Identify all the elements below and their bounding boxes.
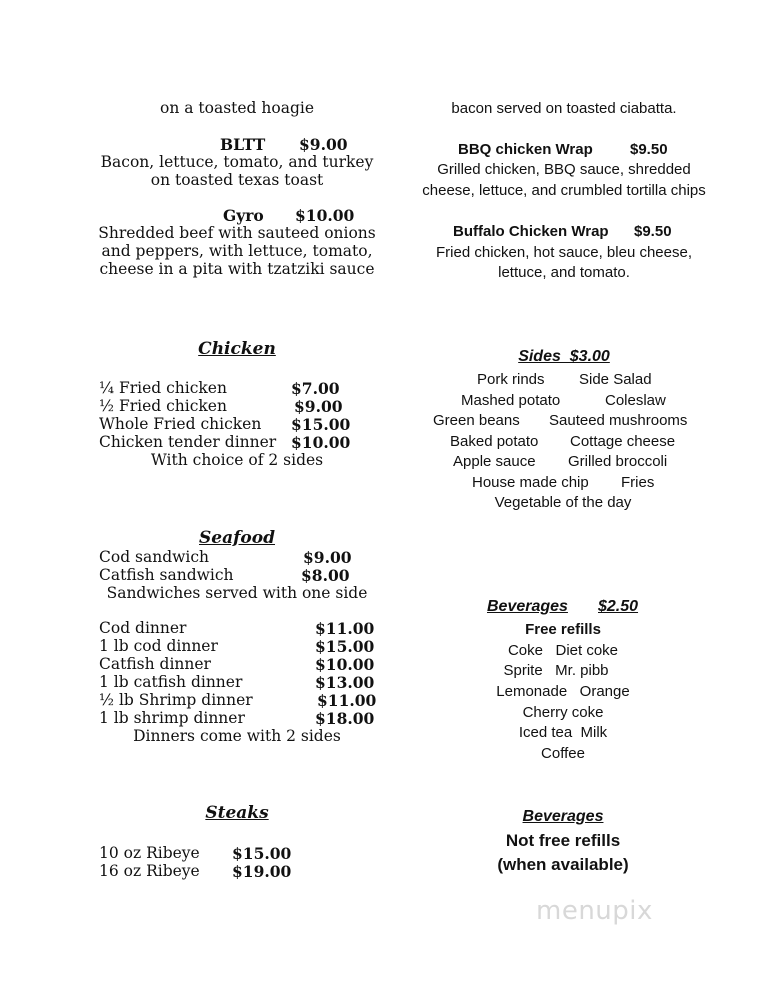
beverages-heading: Beverages bbox=[487, 598, 568, 615]
beverage-row: Cherry coke bbox=[522, 704, 604, 721]
seafood-dinner-price: $11.00 bbox=[315, 619, 375, 638]
buffalo-wrap-desc-2: lettuce, and tomato. bbox=[498, 264, 630, 281]
buffalo-wrap-desc-1: Fried chicken, hot sauce, bleu cheese, bbox=[436, 244, 692, 261]
seafood-sandwich-price: $8.00 bbox=[301, 566, 350, 585]
buffalo-wrap-price: $9.50 bbox=[634, 223, 672, 240]
gyro-name: Gyro bbox=[223, 206, 264, 225]
beverage-row: Iced tea Milk bbox=[518, 724, 608, 741]
beverage-row: Coke Diet coke bbox=[507, 642, 619, 659]
seafood-dinner-price: $13.00 bbox=[315, 673, 375, 692]
chicken-item-name: Whole Fried chicken bbox=[99, 415, 262, 433]
steaks-heading: Steaks bbox=[205, 803, 269, 823]
buffalo-wrap-name: Buffalo Chicken Wrap bbox=[453, 223, 609, 240]
seafood-heading: Seafood bbox=[199, 528, 275, 548]
side-item: Baked potato bbox=[450, 433, 539, 450]
beverages-2-line-1: Not free refills bbox=[505, 831, 621, 850]
gyro-desc-3: cheese in a pita with tzatziki sauce bbox=[99, 260, 375, 278]
beverage-row: Lemonade Orange bbox=[496, 683, 630, 700]
chicken-item-price: $10.00 bbox=[291, 433, 351, 452]
steak-item-price: $19.00 bbox=[232, 862, 292, 881]
beverages-2-heading: Beverages bbox=[522, 808, 604, 825]
bltt-price: $9.00 bbox=[299, 135, 348, 154]
bbq-wrap-desc-1: Grilled chicken, BBQ sauce, shredded bbox=[437, 161, 691, 178]
gyro-desc-2: and peppers, with lettuce, tomato, bbox=[101, 242, 373, 260]
side-item: Mashed potato bbox=[461, 392, 561, 409]
seafood-sandwich-name: Cod sandwich bbox=[99, 548, 210, 566]
chicken-note: With choice of 2 sides bbox=[150, 451, 324, 469]
chicken-heading: Chicken bbox=[198, 339, 276, 359]
seafood-dinner-name: 1 lb catfish dinner bbox=[99, 673, 243, 691]
menupix-watermark: menupix bbox=[536, 896, 653, 926]
ciabatta-desc: bacon served on toasted ciabatta. bbox=[451, 100, 677, 117]
seafood-dinner-price: $11.00 bbox=[317, 691, 377, 710]
bltt-desc-1: Bacon, lettuce, tomato, and turkey bbox=[100, 153, 374, 171]
beverages-2-line-2: (when available) bbox=[497, 855, 629, 874]
bbq-wrap-desc-2: cheese, lettuce, and crumbled tortilla chips bbox=[422, 182, 706, 199]
seafood-dinner-name: Cod dinner bbox=[99, 619, 187, 637]
steak-item-name: 16 oz Ribeye bbox=[99, 862, 200, 880]
seafood-dinner-price: $15.00 bbox=[315, 637, 375, 656]
beverages-subheading: Free refills bbox=[525, 621, 601, 638]
side-item: Coleslaw bbox=[605, 392, 666, 409]
beverage-row: Sprite Mr. pibb bbox=[503, 662, 609, 679]
seafood-dinner-name: 1 lb cod dinner bbox=[99, 637, 218, 655]
bbq-wrap-name: BBQ chicken Wrap bbox=[458, 141, 593, 158]
seafood-sandwich-name: Catfish sandwich bbox=[99, 566, 234, 584]
bltt-desc-2: on toasted texas toast bbox=[150, 171, 324, 189]
seafood-dinner-note: Dinners come with 2 sides bbox=[133, 727, 341, 745]
chicken-item-name: Chicken tender dinner bbox=[99, 433, 277, 451]
chicken-item-price: $15.00 bbox=[291, 415, 351, 434]
gyro-desc-1: Shredded beef with sauteed onions bbox=[98, 224, 376, 242]
side-item: Fries bbox=[621, 474, 655, 491]
side-item: House made chip bbox=[472, 474, 589, 491]
side-item: Sauteed mushrooms bbox=[549, 412, 688, 429]
side-item: Grilled broccoli bbox=[568, 453, 668, 470]
hoagie-desc: on a toasted hoagie bbox=[159, 99, 315, 117]
chicken-item-name: ¼ Fried chicken bbox=[99, 379, 227, 397]
side-item: Cottage cheese bbox=[570, 433, 676, 450]
seafood-dinner-name: 1 lb shrimp dinner bbox=[99, 709, 245, 727]
side-item: Pork rinds bbox=[477, 371, 545, 388]
steak-item-name: 10 oz Ribeye bbox=[99, 844, 200, 862]
seafood-dinner-name: Catfish dinner bbox=[99, 655, 211, 673]
seafood-sandwich-price: $9.00 bbox=[303, 548, 352, 567]
seafood-dinner-name: ½ lb Shrimp dinner bbox=[99, 691, 253, 709]
seafood-dinner-price: $10.00 bbox=[315, 655, 375, 674]
bltt-name: BLTT bbox=[220, 135, 266, 154]
side-item: Green beans bbox=[433, 412, 520, 429]
bbq-wrap-price: $9.50 bbox=[630, 141, 668, 158]
side-item: Side Salad bbox=[579, 371, 652, 388]
seafood-sandwich-note: Sandwiches served with one side bbox=[106, 584, 368, 602]
seafood-dinner-price: $18.00 bbox=[315, 709, 375, 728]
side-item: Apple sauce bbox=[453, 453, 536, 470]
chicken-item-price: $7.00 bbox=[291, 379, 340, 398]
beverage-row: Coffee bbox=[541, 745, 585, 762]
gyro-price: $10.00 bbox=[295, 206, 355, 225]
sides-heading: Sides $3.00 bbox=[518, 348, 610, 365]
chicken-item-price: $9.00 bbox=[294, 397, 343, 416]
beverages-price: $2.50 bbox=[598, 598, 639, 615]
side-item: Vegetable of the day bbox=[494, 494, 632, 511]
steak-item-price: $15.00 bbox=[232, 844, 292, 863]
chicken-item-name: ½ Fried chicken bbox=[99, 397, 227, 415]
